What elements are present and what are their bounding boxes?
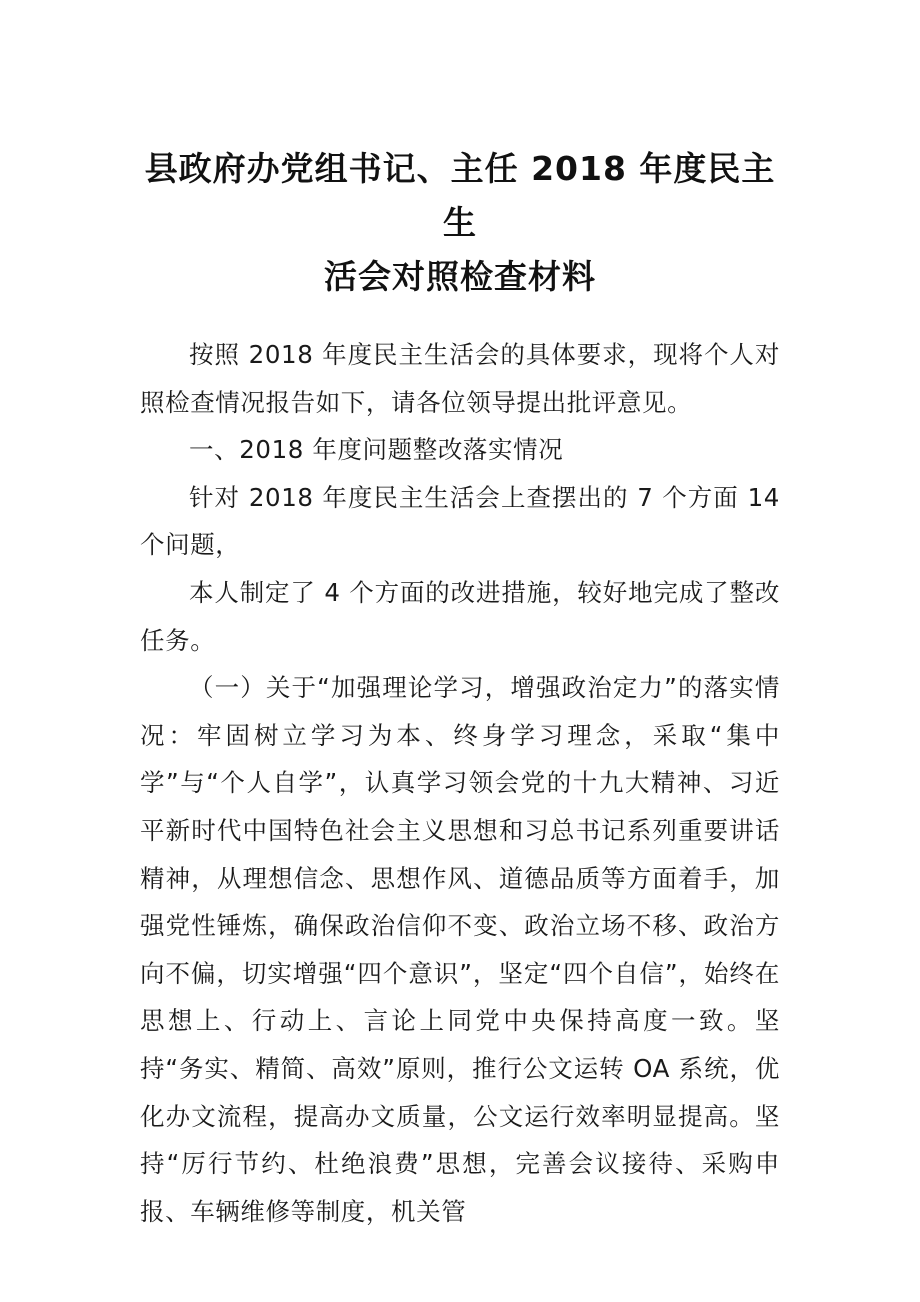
document-body	[140, 331, 780, 1235]
document-title	[140, 142, 780, 304]
title-line-1: 县政府办党组书记、主任 2018 年度民主生	[144, 149, 776, 242]
paragraph-subsection-1: （一）关于“加强理论学习，增强政治定力”的落实情况：牢固树立学习为本、终身学习理念，采取“集中学”与“个人自学”，认真学习领会党的十九大精神、习近平新时代中国特色社会主义思想和习总书记系列重要讲话精神，从理想信念、思想作风、道德品质等方面着手，加强党性锤炼，确保政治信仰不变、政治立场不移、政治方向不偏，切实增强“四个意识”，坚定“四个自信”，始终在思想上、行动上、言论上同党中央保持高度一致。坚持“务实、精简、高效”原则，推行公文运转 OA 系统，优化办文流程，提高办文质量，公文运行效率明显提高。坚持“厉行节约、杜绝浪费”思想，完善会议接待、采购申报、车辆维修等制度，机关管	[140, 673, 780, 1226]
section-heading-1: 一、2018 年度问题整改落实情况	[189, 435, 564, 465]
paragraph-intro: 按照 2018 年度民主生活会的具体要求，现将个人对照检查情况报告如下，请各位领导提出批评意见。	[140, 340, 780, 417]
title-line-2: 活会对照检查材料	[324, 257, 596, 296]
paragraph-issues: 针对 2018 年度民主生活会上查摆出的 7 个方面 14 个问题，	[140, 482, 780, 560]
paragraph-measures: 本人制定了 4 个方面的改进措施，较好地完成了整改任务。	[140, 577, 780, 655]
